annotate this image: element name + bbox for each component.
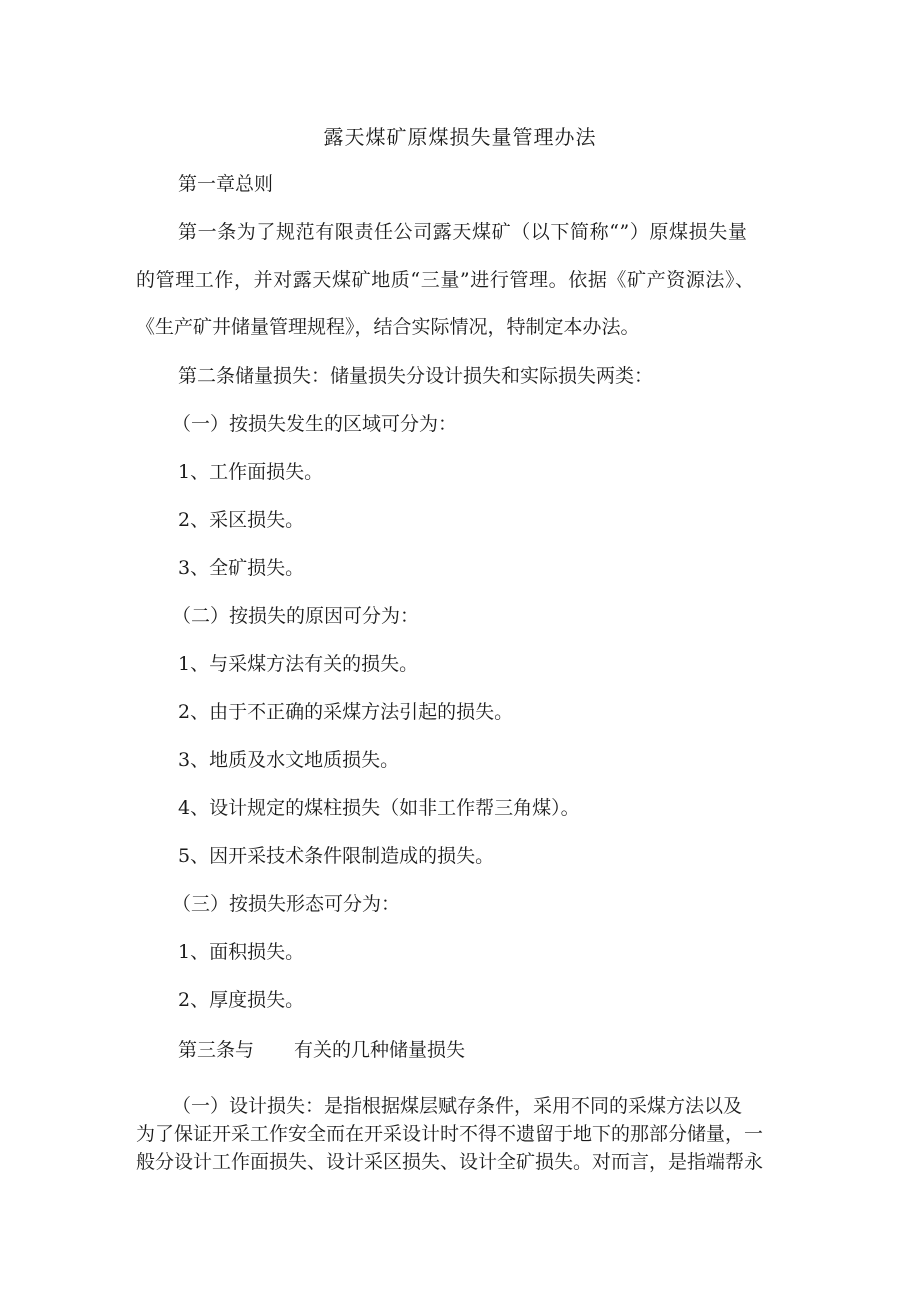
- section-3-heading: （三）按损失形态可分为：: [172, 893, 401, 915]
- list-item: 3、全矿损失。: [178, 557, 305, 579]
- list-item: 2、采区损失。: [178, 509, 305, 531]
- list-item: 3、地质及水文地质损失。: [178, 749, 400, 771]
- article-3-prefix: 第三条与: [178, 1039, 255, 1061]
- list-item: 5、因开采技术条件限制造成的损失。: [178, 845, 495, 867]
- design-loss-line-1: （一）设计损失：是指根据煤层赋存条件，采用不同的采煤方法以及: [172, 1095, 743, 1117]
- section-2-heading: （二）按损失的原因可分为：: [172, 605, 420, 627]
- list-item: 1、工作面损失。: [178, 461, 324, 483]
- article-1-line-2: 的管理工作，并对露天煤矿地质“三量”进行管理。依据《矿产资源法》、: [136, 269, 755, 291]
- list-item: 1、与采煤方法有关的损失。: [178, 653, 419, 675]
- article-3: [178, 1036, 465, 1064]
- design-loss-line-3: 般分设计工作面损失、设计采区损失、设计全矿损失。对而言，是指端帮永: [136, 1151, 764, 1173]
- article-1-line-1: 第一条为了规范有限责任公司露天煤矿（以下简称“”）原煤损失量: [178, 221, 748, 243]
- list-item: 2、由于不正确的采煤方法引起的损失。: [178, 701, 514, 723]
- list-item: 4、设计规定的煤柱损失（如非工作帮三角煤）。: [178, 797, 580, 819]
- document-title: 露天煤矿原煤损失量管理办法: [323, 125, 597, 149]
- article-3-suffix: 有关的几种储量损失: [294, 1039, 466, 1061]
- list-item: 2、厚度损失。: [178, 989, 305, 1011]
- chapter-heading: 第一章总则: [178, 173, 274, 195]
- section-1-heading: （一）按损失发生的区域可分为：: [172, 413, 458, 435]
- article-2: 第二条储量损失：储量损失分设计损失和实际损失两类：: [178, 365, 654, 387]
- article-1-line-3: 《生产矿井储量管理规程》，结合实际情况，特制定本办法。: [136, 316, 640, 338]
- list-item: 1、面积损失。: [178, 941, 305, 963]
- design-loss-line-2: 为了保证开采工作安全而在开采设计时不得不遗留于地下的那部分储量，一: [136, 1123, 764, 1145]
